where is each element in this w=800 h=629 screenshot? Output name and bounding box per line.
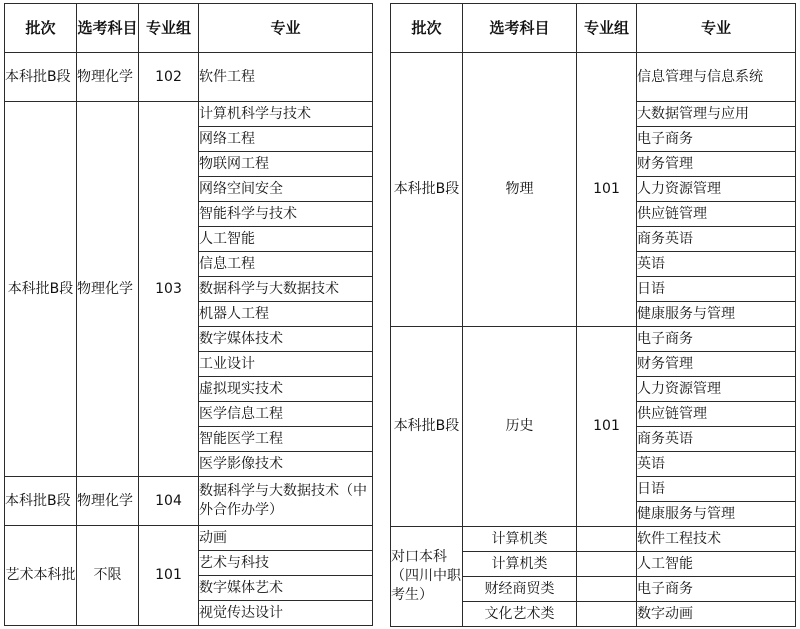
header-group: 专业组 [577,4,637,53]
table-row [5,526,373,551]
major-cell: 供应链管理 [637,402,796,427]
major-cell: 商务英语 [637,227,796,252]
subject-cell: 物理化学 [77,102,139,477]
major-cell: 数字媒体艺术 [199,576,373,601]
major-cell: 数据科学与大数据技术 [199,277,373,302]
header-batch: 批次 [5,4,77,53]
major-cell: 日语 [637,277,796,302]
subject-cell: 不限 [77,526,139,626]
major-cell: 智能医学工程 [199,427,373,452]
group-code-cell [577,602,637,627]
header-batch: 批次 [391,4,463,53]
group-code-cell: 101 [577,53,637,327]
group-code-cell [577,527,637,552]
table-row [391,527,796,552]
category-cell: 计算机类 [463,527,577,552]
major-cell: 数据科学与大数据技术（中外合作办学） [199,477,373,526]
major-cell: 大数据管理与应用 [637,102,796,127]
batch-cell: 本科批B段 [391,327,463,527]
subject-cell: 物理化学 [77,477,139,526]
group-code-cell [577,577,637,602]
batch-cell: 本科批B段 [391,53,463,327]
subject-cell: 物理 [463,53,577,327]
group-code-cell: 104 [139,477,199,526]
right-table [390,3,796,627]
major-cell: 日语 [637,477,796,502]
batch-cell: 本科批B段 [5,102,77,477]
major-cell: 英语 [637,252,796,277]
header-row [5,4,373,53]
table-row [5,477,373,526]
table-row [5,53,373,102]
major-cell: 电子商务 [637,127,796,152]
table-row [5,102,373,127]
group-code-cell: 101 [139,526,199,626]
batch-cell: 本科批B段 [5,53,77,102]
major-cell: 医学信息工程 [199,402,373,427]
group-code-cell: 101 [577,327,637,527]
group-code-cell [577,552,637,577]
header-subject: 选考科目 [77,4,139,53]
major-cell: 医学影像技术 [199,452,373,477]
subject-cell: 历史 [463,327,577,527]
major-cell: 网络空间安全 [199,177,373,202]
batch-cell: 对口本科（四川中职考生） [391,527,463,627]
table-row [391,53,796,102]
major-cell: 动画 [199,526,373,551]
major-cell: 工业设计 [199,352,373,377]
major-cell: 英语 [637,452,796,477]
major-cell: 信息工程 [199,252,373,277]
header-row [391,4,796,53]
major-cell: 健康服务与管理 [637,502,796,527]
major-cell: 软件工程技术 [637,527,796,552]
batch-cell: 本科批B段 [5,477,77,526]
major-cell: 网络工程 [199,127,373,152]
major-cell: 供应链管理 [637,202,796,227]
major-cell: 数字动画 [637,602,796,627]
major-cell: 物联网工程 [199,152,373,177]
header-group: 专业组 [139,4,199,53]
left-table [4,3,373,626]
header-major: 专业 [199,4,373,53]
major-cell: 智能科学与技术 [199,202,373,227]
major-cell: 数字媒体技术 [199,327,373,352]
subject-cell: 物理化学 [77,53,139,102]
batch-cell: 艺术本科批 [5,526,77,626]
major-cell: 人力资源管理 [637,377,796,402]
major-cell: 信息管理与信息系统 [637,53,796,102]
category-cell: 计算机类 [463,552,577,577]
major-cell: 人工智能 [199,227,373,252]
major-cell: 计算机科学与技术 [199,102,373,127]
major-cell: 健康服务与管理 [637,302,796,327]
header-subject: 选考科目 [463,4,577,53]
major-cell: 电子商务 [637,577,796,602]
major-cell: 财务管理 [637,352,796,377]
group-code-cell: 102 [139,53,199,102]
major-cell: 电子商务 [637,327,796,352]
major-cell: 财务管理 [637,152,796,177]
major-cell: 视觉传达设计 [199,601,373,626]
major-cell: 机器人工程 [199,302,373,327]
category-cell: 财经商贸类 [463,577,577,602]
major-cell: 人力资源管理 [637,177,796,202]
major-cell: 艺术与科技 [199,551,373,576]
major-cell: 人工智能 [637,552,796,577]
header-major: 专业 [637,4,796,53]
major-cell: 虚拟现实技术 [199,377,373,402]
major-cell: 软件工程 [199,53,373,102]
major-cell: 商务英语 [637,427,796,452]
group-code-cell: 103 [139,102,199,477]
table-row [391,327,796,352]
category-cell: 文化艺术类 [463,602,577,627]
